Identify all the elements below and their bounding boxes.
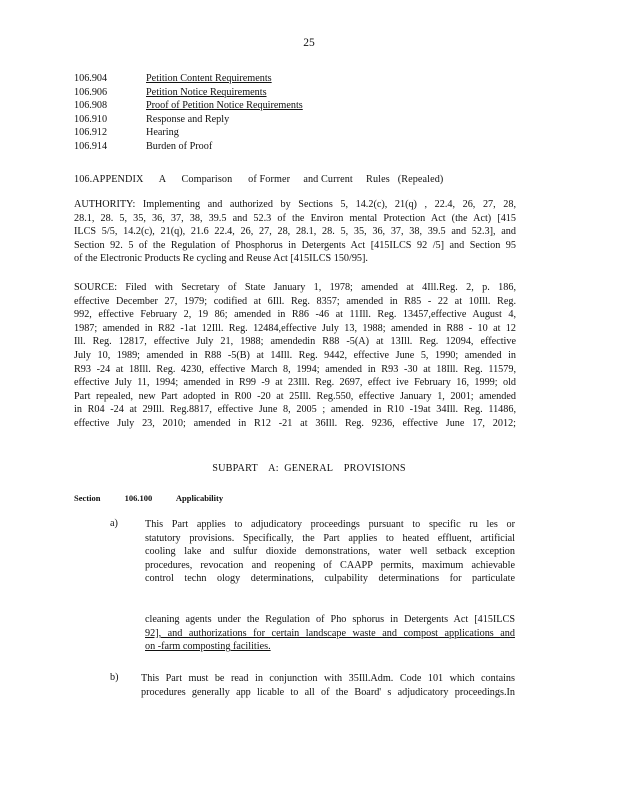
item-a-line: control techn ology determinations, culpability determinations for particulate <box>145 573 515 585</box>
item-a-line: This Part applies to adjudicatory proceedings pursuant to specific ru les or <box>145 519 515 530</box>
item-a-line-inserted-last <box>145 640 515 654</box>
toc-number: 106.906 <box>74 86 108 98</box>
source-line: Ill. Reg. 12817, effective July 21, 1988; amendedin R88 -5(A) at 13Ill. Reg. 12094, effective <box>74 336 516 348</box>
source-line-last <box>74 431 516 445</box>
toc-number: 106.912 <box>74 127 108 139</box>
source-line: effective July 23, 2010; amended in R12 -21 at 36Ill. Reg. 9236, effective June 17, 2012; <box>74 417 516 429</box>
source-line: effective July 11, 1994; amended in R99 -9 at 23Ill. Reg. 2697, effect ive February 16, 1999; old <box>74 377 516 389</box>
source-line: 992, effective February 2, 19 86; amended in R86 -46 at 11Ill. Reg. 13457,effective August 4, <box>74 309 516 321</box>
section-label: Section <box>74 493 101 503</box>
toc-row <box>74 126 303 140</box>
source-line: in R04 -24 at 29Ill. Reg.8817, effective June 8, 2005 ; amended in R10 -19at 34Ill. Reg. 11486, <box>74 404 516 416</box>
subpart-heading: SUBPART A: GENERAL PROVISIONS <box>212 463 406 474</box>
toc-row <box>74 86 303 100</box>
authority-line: ILCS 5/5, 14.2(c), 21(q), 21.6 22.4, 26, 27, 28, 28.1, 28. 5, 35, 36, 37, 38, 39.5 and 52.3], and <box>74 226 516 238</box>
item-a-line-inserted: 92], and authorizations for certain landscape waste and compost applications and <box>145 627 515 639</box>
item-a-line: cleaning agents under the Regulation of Pho sphorus in Detergents Act [415ILCS <box>145 614 515 626</box>
authority-line: Section 92. 5 of the Regulation of Phosphorus in Detergents Act [415ILCS 92 /5] and Section 95 <box>74 239 516 251</box>
source-line: July 10, 1989; amended in R88 -5(B) at 14Ill. Reg. 9442, effective June 5, 1990; amended in <box>74 349 516 361</box>
section-number: 106.100 <box>124 493 153 503</box>
item-b-text <box>141 672 515 699</box>
inserted-text: on -farm composting facilities. <box>145 641 271 653</box>
page-number: 25 <box>303 37 315 49</box>
toc-row <box>74 113 303 127</box>
toc-title: Burden of Proof <box>146 140 213 152</box>
appendix-heading: 106.APPENDIX A Comparison of Former and Current Rules (Repealed) <box>74 174 444 185</box>
toc-title: Petition Notice Requirements <box>146 86 267 98</box>
toc-number: 106.914 <box>74 140 108 152</box>
source-line: effective December 27, 1979; codified at 6Ill. Reg. 8357; amended in R85 - 22 at 10Ill. Reg. <box>74 295 516 307</box>
table-of-contents <box>74 72 303 154</box>
item-b-line: This Part must be read in conjunction with 35Ill.Adm. Code 101 which contains <box>141 673 515 684</box>
item-a-line: statutory provisions. Specifically, the Part applies to heated effluent, artificial <box>145 532 515 544</box>
section-title: Applicability <box>175 493 224 503</box>
item-a-line <box>145 586 515 600</box>
source-line: R93 -24 at 18Ill. Reg. 4230, effective March 8, 1994; amended in R93 -30 at 18Ill. Reg. 11579, <box>74 363 516 375</box>
item-a-text <box>145 518 515 654</box>
authority-line: AUTHORITY: Implementing and authorized by Sections 5, 14.2(c), 21(q) , 22.4, 26, 27, 28, <box>74 199 516 210</box>
item-a-line <box>145 600 515 614</box>
item-b-line: procedures generally app licable to all of the Board' s adjudicatory proceedings.In <box>141 686 515 698</box>
toc-title: Proof of Petition Notice Requirements <box>146 100 303 112</box>
item-a-line: procedures, revocation and reopening of CAAPP permits, maximum achievable <box>145 559 515 571</box>
source-line: Part repealed, new Part adopted in R00 -20 at 25Ill. Reg.550, effective January 1, 2001; amended <box>74 390 516 402</box>
toc-number: 106.904 <box>74 73 108 84</box>
authority-line: of the Electronic Products Re cycling and Reuse Act [415ILCS 150/95]. <box>74 253 368 265</box>
toc-number: 106.910 <box>74 113 108 125</box>
authority-line: 28.1, 28. 5, 35, 36, 37, 38, 39.5 and 52.3 of the Environ mental Protection Act (the Act) [415 <box>74 212 516 224</box>
item-a-line: cooling lake and sulfur dioxide demonstrations, water well setback exception <box>145 546 515 558</box>
item-a-label: a) <box>110 518 118 529</box>
source-line: SOURCE: Filed with Secretary of State January 1, 1978; amended at 4Ill.Reg. 2, p. 186, <box>74 282 516 293</box>
toc-title: Petition Content Requirements <box>146 73 272 84</box>
source-paragraph <box>74 281 516 444</box>
toc-title: Response and Reply <box>146 113 230 125</box>
toc-row <box>74 72 303 86</box>
toc-row <box>74 99 303 113</box>
item-b-label: b) <box>110 672 119 683</box>
toc-number: 106.908 <box>74 100 108 112</box>
section-heading <box>74 493 245 503</box>
source-line: 1987; amended in R82 -1at 12Ill. Reg. 12484,effective July 13, 1988; amended in R88 - 10 at 12 <box>74 322 516 334</box>
toc-title: Hearing <box>146 127 179 139</box>
authority-paragraph <box>74 198 516 266</box>
toc-row <box>74 140 303 154</box>
